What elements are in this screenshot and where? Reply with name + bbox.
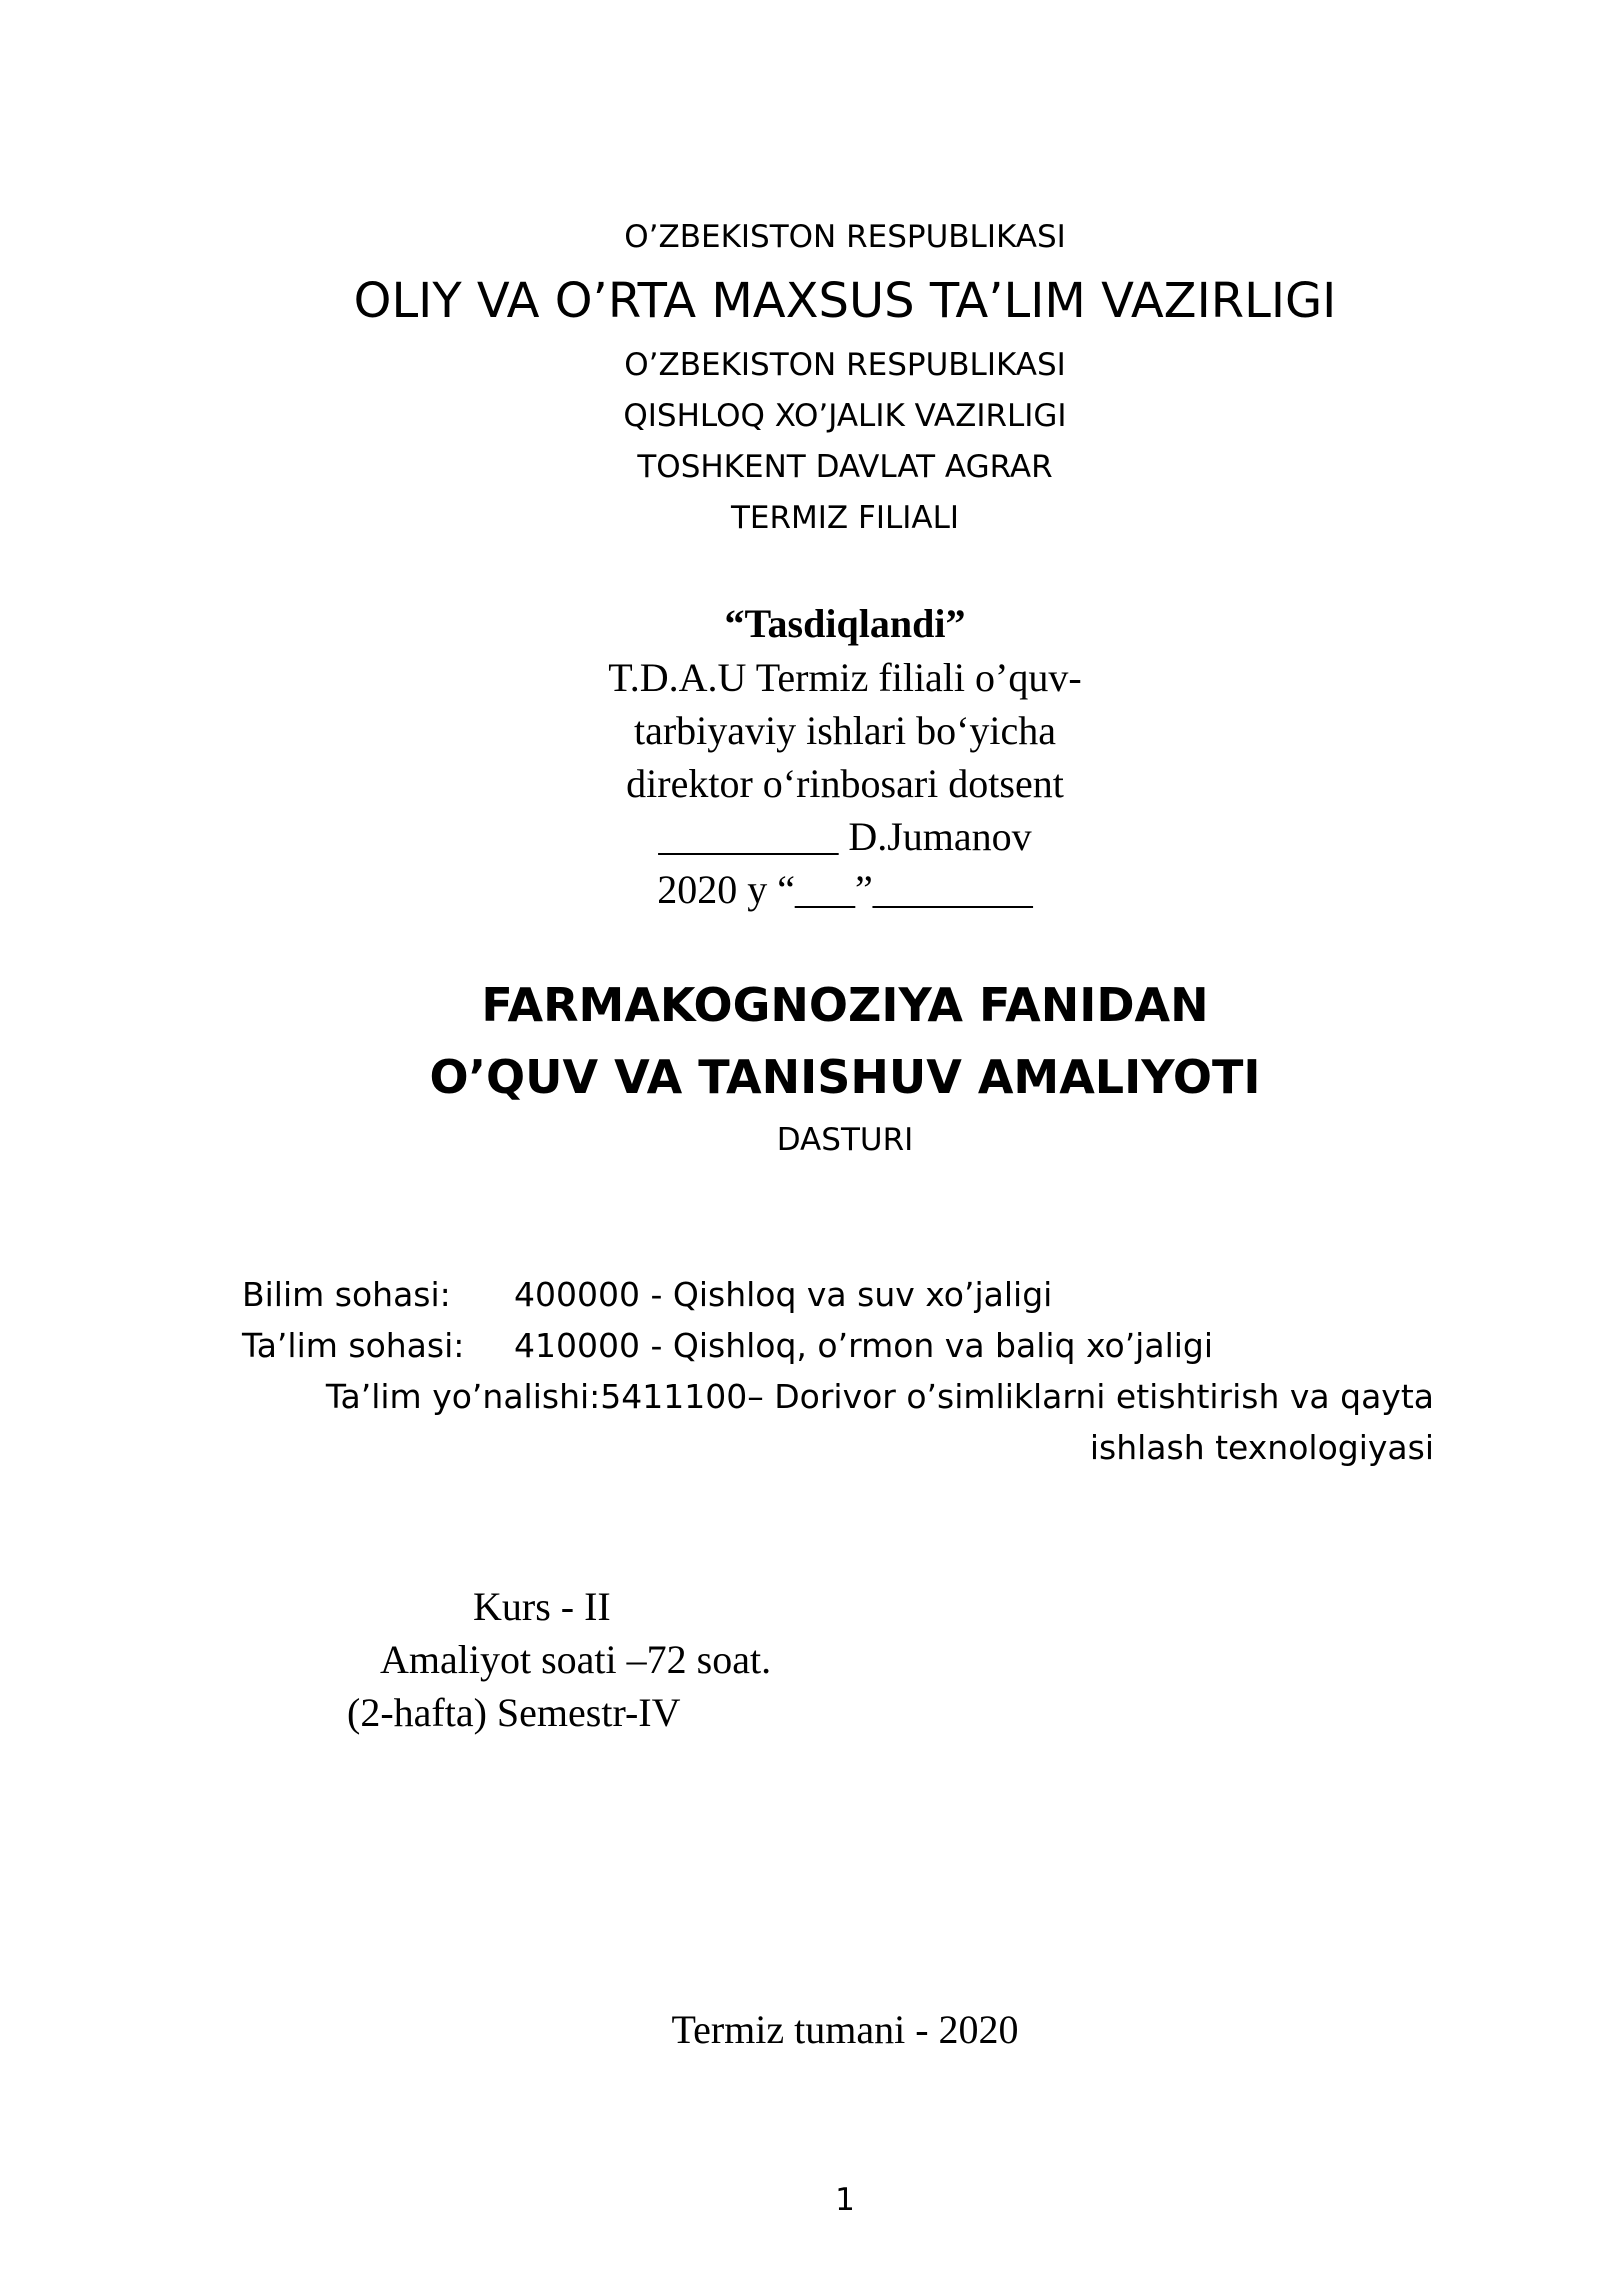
document-title: FARMAKOGNOZIYA FANIDAN xyxy=(481,978,1209,1032)
field-yonalish-continued: ishlash texnologiyasi xyxy=(1089,1428,1434,1467)
country-heading: O’ZBEKISTON RESPUBLIKASI xyxy=(624,219,1066,255)
field-yonalish: Ta’lim yo’nalishi:5411100– Dorivor o’simliklarni etishtirish va qayta xyxy=(325,1377,1434,1416)
branch-heading: TERMIZ FILIALI xyxy=(730,500,960,536)
approval-signature-line: _________ D.Jumanov xyxy=(658,814,1032,859)
field-label-talim: Ta’lim sohasi: xyxy=(242,1326,465,1365)
ministry-heading: OLIY VA O’RTA MAXSUS TA’LIM VAZIRLIGI xyxy=(353,273,1337,329)
course-year: Kurs - II xyxy=(473,1584,611,1629)
field-label-bilim: Bilim sohasi: xyxy=(242,1275,451,1314)
semester: (2-hafta) Semestr-IV xyxy=(347,1690,681,1735)
field-value-talim: 410000 - Qishloq, o’rmon va baliq xo’jaligi xyxy=(514,1326,1214,1365)
practice-hours: Amaliyot soati –72 soat. xyxy=(380,1637,772,1682)
page-number: 1 xyxy=(835,2182,855,2218)
approval-line: T.D.A.U Termiz filiali o’quv- xyxy=(608,655,1082,700)
place-year: Termiz tumani - 2020 xyxy=(671,2007,1019,2052)
approval-title: “Tasdiqlandi” xyxy=(724,601,966,646)
document-title-2: O’QUV VA TANISHUV AMALIYOTI xyxy=(429,1050,1261,1104)
approval-line: direktor o‘rinbosari dotsent xyxy=(626,761,1064,806)
university-heading: TOSHKENT DAVLAT AGRAR xyxy=(637,449,1053,485)
country-heading-2: O’ZBEKISTON RESPUBLIKASI xyxy=(624,347,1066,383)
field-value-bilim: 400000 - Qishloq va suv xo’jaligi xyxy=(514,1275,1053,1314)
document-subtitle: DASTURI xyxy=(776,1122,914,1158)
approval-date-line: 2020 y “___”________ xyxy=(657,867,1033,912)
agriculture-ministry-heading: QISHLOQ XO’JALIK VAZIRLIGI xyxy=(623,398,1067,434)
approval-line: tarbiyaviy ishlari bo‘yicha xyxy=(633,708,1057,753)
